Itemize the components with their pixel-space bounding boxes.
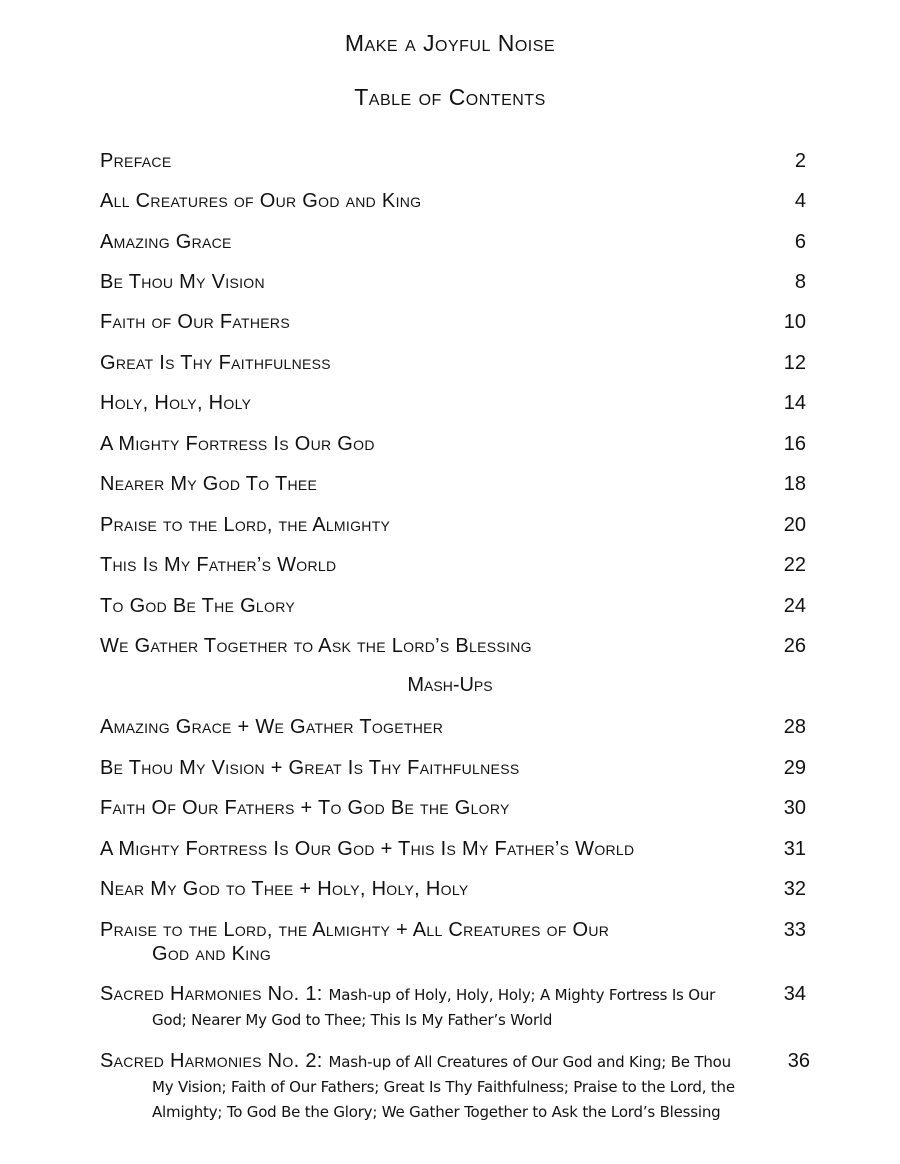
entry-title: Holy, Holy, Holy [100, 392, 252, 414]
page-number: 10 [783, 311, 806, 333]
page-number: 6 [794, 231, 806, 253]
toc-entry[interactable] [100, 432, 375, 456]
toc-entry[interactable] [100, 351, 331, 375]
entry-title: Near My God to Thee + Holy, Holy, Holy [100, 878, 469, 900]
entry-title: Faith of Our Fathers [100, 311, 290, 333]
toc-entry-mashup[interactable] [100, 837, 634, 861]
toc-entry[interactable] [100, 310, 290, 334]
page-number: 22 [783, 554, 806, 576]
toc-entry-mashup[interactable] [100, 796, 510, 820]
entry-description-continued: God; Nearer My God to Thee; This Is My Father’s World [152, 1011, 553, 1029]
entry-title: Amazing Grace + We Gather Together [100, 716, 444, 738]
page-number: 26 [783, 635, 806, 657]
entry-description-continued: My Vision; Faith of Our Fathers; Great Is Thy Faithfulness; Praise to the Lord, the [152, 1078, 735, 1096]
entry-title: Amazing Grace [100, 231, 232, 253]
book-title: Make a Joyful Noise [344, 30, 556, 56]
entry-title: This Is My Father’s World [100, 554, 337, 576]
toc-entry-harmonies-1[interactable] [100, 982, 715, 1034]
page-number: 36 [787, 1050, 810, 1072]
entry-title: Faith Of Our Fathers + To God Be the Glory [100, 797, 510, 819]
page-number: 8 [794, 271, 806, 293]
entry-title: Praise to the Lord, the Almighty + All Creatures of Our [100, 919, 610, 941]
page-number: 32 [783, 878, 806, 900]
entry-title: Sacred Harmonies No. 1: [100, 983, 323, 1005]
entry-title: Be Thou My Vision + Great Is Thy Faithfulness [100, 757, 520, 779]
toc-heading: Table of Contents [354, 84, 546, 110]
toc-entry-mashup[interactable] [100, 918, 609, 966]
toc-entry[interactable] [100, 189, 421, 213]
page-number: 30 [783, 797, 806, 819]
toc-entry-preface[interactable] [100, 149, 171, 173]
entry-title: Be Thou My Vision [100, 271, 265, 293]
entry-title: A Mighty Fortress Is Our God [100, 433, 375, 455]
entry-description-continued: Almighty; To God Be the Glory; We Gather Together to Ask the Lord’s Blessing [152, 1103, 721, 1121]
entry-title-continued: God and King [152, 943, 272, 965]
page-number: 24 [783, 595, 806, 617]
toc-entry-mashup[interactable] [100, 715, 443, 739]
toc-entry[interactable] [100, 594, 295, 618]
entry-description: Mash-up of Holy, Holy, Holy; A Mighty Fortress Is Our [328, 986, 716, 1004]
page-number: 34 [783, 983, 806, 1005]
toc-entry[interactable] [100, 230, 232, 254]
page-number: 14 [783, 392, 806, 414]
entry-title: A Mighty Fortress Is Our God + This Is My Father’s World [100, 838, 635, 860]
mashups-heading: Mash-Ups [407, 674, 493, 696]
entry-title: Great Is Thy Faithfulness [100, 352, 331, 374]
toc-entry-harmonies-2[interactable] [100, 1049, 735, 1123]
toc-entry[interactable] [100, 513, 390, 537]
page-number: 4 [794, 190, 806, 212]
page-number: 28 [783, 716, 806, 738]
page-number: 18 [783, 473, 806, 495]
page-number: 2 [794, 150, 806, 172]
toc-entry-mashup[interactable] [100, 756, 519, 780]
toc-entry[interactable] [100, 634, 532, 658]
entry-title: Preface [100, 150, 172, 172]
toc-entry[interactable] [100, 553, 336, 577]
page-number: 31 [783, 838, 806, 860]
entry-title: All Creatures of Our God and King [100, 190, 422, 212]
page-number: 29 [783, 757, 806, 779]
entry-title: Sacred Harmonies No. 2: [100, 1050, 323, 1072]
entry-title: To God Be The Glory [100, 595, 295, 617]
toc-entry-mashup[interactable] [100, 877, 469, 901]
toc-entry[interactable] [100, 270, 265, 294]
entry-title: Praise to the Lord, the Almighty [100, 514, 391, 536]
page-number: 33 [783, 919, 806, 941]
entry-title: Nearer My God To Thee [100, 473, 318, 495]
page-number: 20 [783, 514, 806, 536]
toc-entry[interactable] [100, 391, 251, 415]
toc-entry[interactable] [100, 472, 317, 496]
entry-title: We Gather Together to Ask the Lord’s Blessing [100, 635, 532, 657]
entry-description: Mash-up of All Creatures of Our God and King; Be Thou [328, 1053, 731, 1071]
page-number: 12 [783, 352, 806, 374]
page-number: 16 [783, 433, 806, 455]
